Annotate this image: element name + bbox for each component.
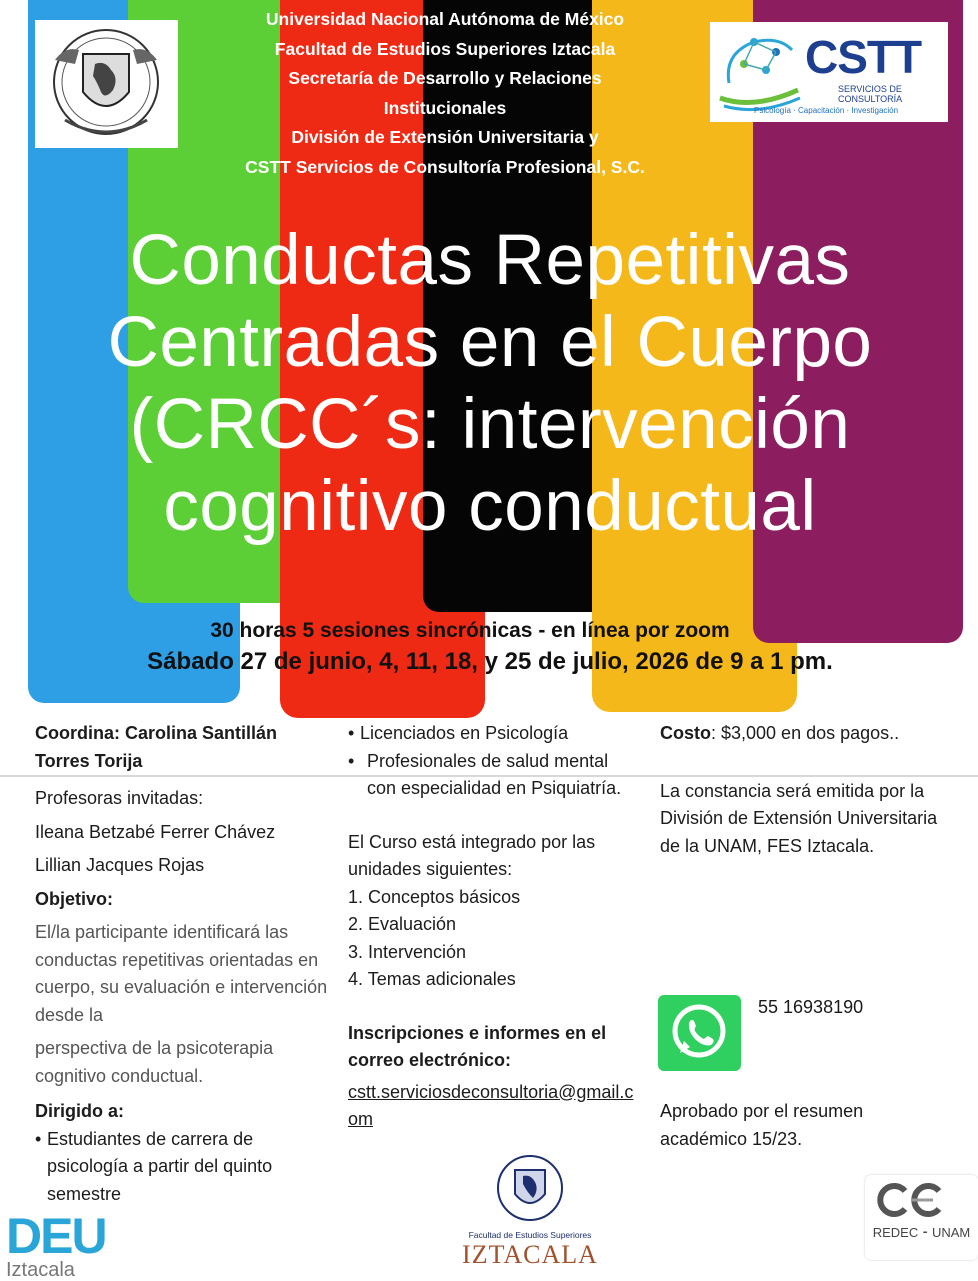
- course-title: [20, 220, 960, 548]
- header-line: Secretaría de Desarrollo y Relaciones: [288, 68, 602, 88]
- deu-text: DEU: [6, 1208, 106, 1264]
- unit-item: 3. Intervención: [348, 941, 467, 962]
- units-intro: El Curso está integrado por las unidades siguientes:: [348, 831, 596, 879]
- audience-item: • Estudiantes de carrera de psicología a partir del quinto semestre: [35, 1126, 330, 1209]
- coordinator: Coordina: Carolina Santillán Torres Torija: [35, 723, 278, 771]
- left-column: [35, 720, 330, 1208]
- cstt-subtitle: SERVICIOS DE CONSULTORÍA: [838, 84, 903, 104]
- objective-label: Objetivo:: [35, 888, 114, 909]
- objective-text: perspectiva de la psicoterapia cognitivo conductual.: [35, 1038, 274, 1086]
- sessions-info: 30 horas 5 sesiones sincrónicas - en línea por zoom: [210, 619, 730, 642]
- cost: [660, 720, 950, 748]
- deu-subtitle: Iztacala: [6, 1259, 75, 1281]
- iztacala-logo: [455, 1150, 605, 1280]
- header-line: División de Extensión Universitaria y: [291, 127, 599, 147]
- audience-item: • Licenciados en Psicología: [348, 720, 638, 748]
- objective-text: El/la participante identificará las conductas repetitivas orientadas en cuerpo, su evaluación e intervención desde la: [35, 922, 328, 1025]
- title-line: cognitivo conductual: [163, 467, 817, 546]
- email-link[interactable]: cstt.serviciosdeconsultoria@gmail.com: [348, 1081, 634, 1129]
- header-institutions: [190, 5, 700, 182]
- certificate-info: La constancia será emitida por la División de Extensión Universitaria de la UNAM, FES Iztacala.: [660, 780, 938, 856]
- title-line: Conductas Repetitivas: [129, 221, 851, 300]
- cstt-tagline: Psicología · Capacitación · Investigación: [754, 106, 899, 115]
- header-line: Facultad de Estudios Superiores Iztacala: [274, 38, 616, 59]
- audience-list: [348, 720, 638, 803]
- unit-item: 2. Evaluación: [348, 914, 457, 934]
- header-line: CSTT Servicios de Consultoría Profesional, S.C.: [245, 156, 645, 177]
- title-line: (CRCC´s: intervención: [129, 385, 851, 464]
- cstt-logo: [710, 22, 948, 122]
- phone-number[interactable]: 55 16938190: [758, 997, 864, 1017]
- iztacala-name: IZTACALA: [462, 1240, 598, 1269]
- title-line: Centradas en el Cuerpo: [107, 303, 873, 382]
- audience-label: Dirigido a:: [35, 1101, 124, 1121]
- unit-item: 1. Conceptos básicos: [348, 886, 521, 907]
- guest-professor: Lillian Jacques Rojas: [35, 855, 205, 875]
- registration-label: Inscripciones e informes en el correo electrónico:: [348, 1022, 607, 1070]
- unit-item: 4. Temas adicionales: [348, 969, 516, 989]
- cstt-network-icon: [714, 28, 804, 114]
- redec-logo: [865, 1175, 978, 1260]
- cost-label: Costo: [660, 723, 711, 743]
- guest-professor: Ileana Betzabé Ferrer Chávez: [35, 821, 276, 842]
- header-line: Institucionales: [383, 97, 507, 118]
- deu-logo: [6, 1208, 116, 1281]
- audience-list: [35, 1126, 330, 1209]
- redec-logo-icon: [865, 1175, 978, 1225]
- unam-crest-icon: [35, 20, 178, 148]
- iztacala-crest-icon: [495, 1150, 565, 1228]
- approval-note: Aprobado por el resumen académico 15/23.: [660, 1101, 864, 1149]
- guest-professors-label: Profesoras invitadas:: [35, 788, 204, 808]
- right-column: [660, 720, 950, 860]
- middle-column: [348, 720, 638, 1134]
- whatsapp-icon[interactable]: [658, 995, 741, 1071]
- cost-value: : $3,000 en dos pagos..: [711, 723, 900, 743]
- course-dates: Sábado 27 de junio, 4, 11, 18, y 25 de julio, 2026 de 9 a 1 pm.: [147, 648, 833, 675]
- header-line: Universidad Nacional Autónoma de México: [265, 9, 625, 29]
- audience-item: • Profesionales de salud mental con especialidad en Psiquiatría.: [348, 748, 638, 803]
- iztacala-subtitle: Facultad de Estudios Superiores: [468, 1230, 592, 1240]
- redec-text: REDEC ⁃ UNAM: [872, 1225, 971, 1240]
- cstt-name: CSTT: [805, 31, 922, 83]
